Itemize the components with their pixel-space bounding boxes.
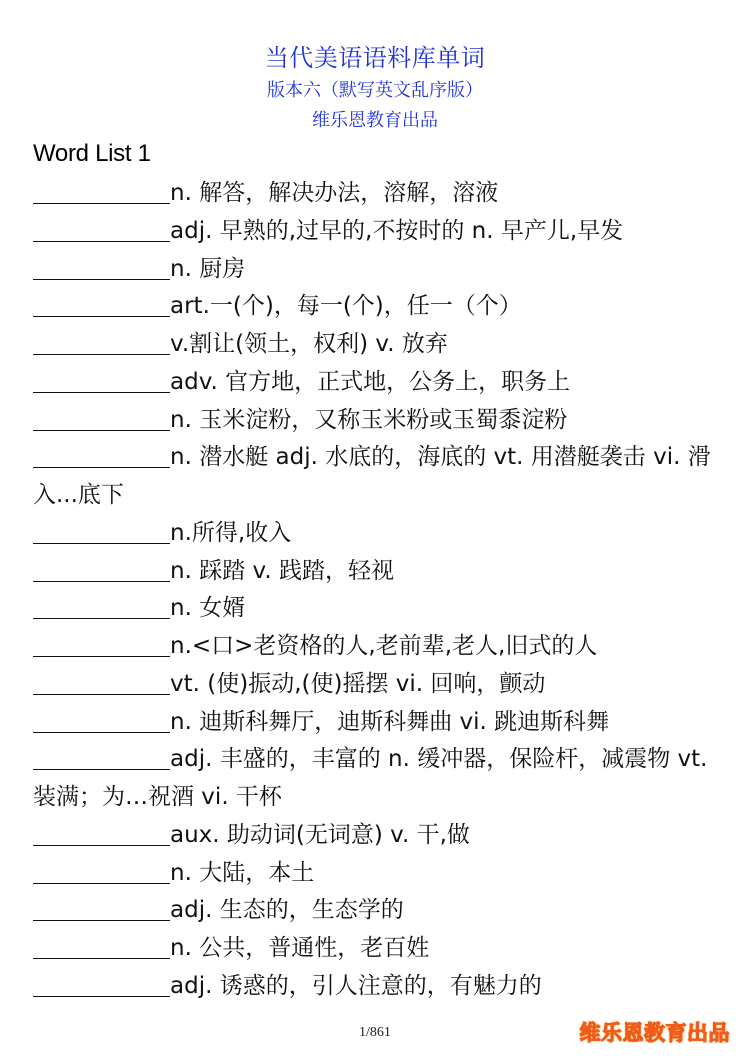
answer-blank[interactable] [33, 898, 170, 921]
answer-blank[interactable] [33, 634, 170, 657]
word-entry [33, 930, 723, 968]
word-definition: n. 踩踏 v. 践踏，轻视 [170, 557, 394, 584]
answer-blank[interactable] [33, 974, 170, 997]
answer-blank[interactable] [33, 445, 170, 468]
word-entry [33, 364, 723, 402]
word-entry [33, 251, 723, 289]
word-definition: n. 大陆，本土 [170, 859, 315, 886]
word-definition: vt. (使)振动,(使)摇摆 vi. 回响，颤动 [170, 670, 546, 697]
word-entry [33, 326, 723, 364]
document-title: 当代美语语料库单词 [264, 44, 486, 72]
answer-blank[interactable] [33, 596, 170, 619]
word-definition: n. 公共，普通性，老百姓 [170, 935, 430, 961]
word-definition: n.<口>老资格的人,老前辈,老人,旧式的人 [170, 633, 598, 659]
word-entry [33, 892, 723, 930]
word-definition: n. 玉米淀粉，又称玉米粉或玉蜀黍淀粉 [170, 406, 568, 433]
word-entry [33, 666, 723, 704]
word-definition: adj. 早熟的,过早的,不按时的 n. 早产儿,早发 [170, 217, 624, 244]
answer-blank[interactable] [33, 710, 170, 733]
word-entry [33, 553, 723, 591]
page-number: 1/861 [359, 1025, 391, 1040]
word-entry [33, 968, 723, 1006]
word-definition: n.所得,收入 [170, 519, 292, 546]
word-entry [33, 590, 723, 628]
word-entry [33, 515, 723, 553]
answer-blank[interactable] [33, 294, 170, 317]
answer-blank[interactable] [33, 747, 170, 770]
word-entry-list [33, 175, 723, 1006]
word-definition: art.一(个)，每一(个)，任一（个） [170, 293, 522, 320]
word-entry [33, 704, 723, 742]
document-header [0, 40, 750, 136]
word-definition: n. 女婿 [170, 595, 246, 622]
word-entry [33, 288, 723, 326]
word-entry [33, 628, 723, 666]
answer-blank[interactable] [33, 823, 170, 846]
answer-blank[interactable] [33, 672, 170, 695]
word-definition: adj. 诱惑的，引人注意的，有魅力的 [170, 972, 542, 999]
answer-blank[interactable] [33, 861, 170, 884]
word-list-heading: Word List 1 [33, 140, 151, 167]
word-definition: adj. 丰盛的，丰富的 n. 缓冲器，保险杆，减震物 vt. 装满；为…祝酒 vi. 干杯 [33, 746, 708, 810]
word-definition: n. 迪斯科舞厅，迪斯科舞曲 vi. 跳迪斯科舞 [170, 708, 610, 735]
word-definition: aux. 助动词(无词意) v. 干,做 [170, 821, 470, 848]
word-entry [33, 175, 723, 213]
answer-blank[interactable] [33, 408, 170, 431]
word-definition: v.割让(领土，权利) v. 放弃 [170, 331, 448, 357]
word-entry [33, 817, 723, 855]
word-definition: adv. 官方地，正式地，公务上，职务上 [170, 368, 571, 395]
answer-blank[interactable] [33, 936, 170, 959]
answer-blank[interactable] [33, 521, 170, 544]
word-entry [33, 402, 723, 440]
word-entry [33, 741, 723, 817]
answer-blank[interactable] [33, 559, 170, 582]
word-entry [33, 213, 723, 251]
answer-blank[interactable] [33, 219, 170, 242]
answer-blank[interactable] [33, 181, 170, 204]
answer-blank[interactable] [33, 370, 170, 393]
word-definition: n. 厨房 [170, 255, 246, 282]
answer-blank[interactable] [33, 332, 170, 355]
watermark-logo: 维乐恩教育出品 [579, 1021, 730, 1045]
word-entry [33, 439, 723, 515]
word-definition: n. 解答，解决办法，溶解，溶液 [170, 180, 499, 206]
answer-blank[interactable] [33, 257, 170, 280]
document-publisher: 维乐恩教育出品 [312, 110, 438, 131]
document-subtitle: 版本六（默写英文乱序版） [267, 80, 483, 101]
word-definition: n. 潜水艇 adj. 水底的，海底的 vt. 用潜艇袭击 vi. 滑入...底下 [33, 444, 711, 508]
word-entry [33, 855, 723, 893]
word-definition: adj. 生态的，生态学的 [170, 897, 404, 924]
